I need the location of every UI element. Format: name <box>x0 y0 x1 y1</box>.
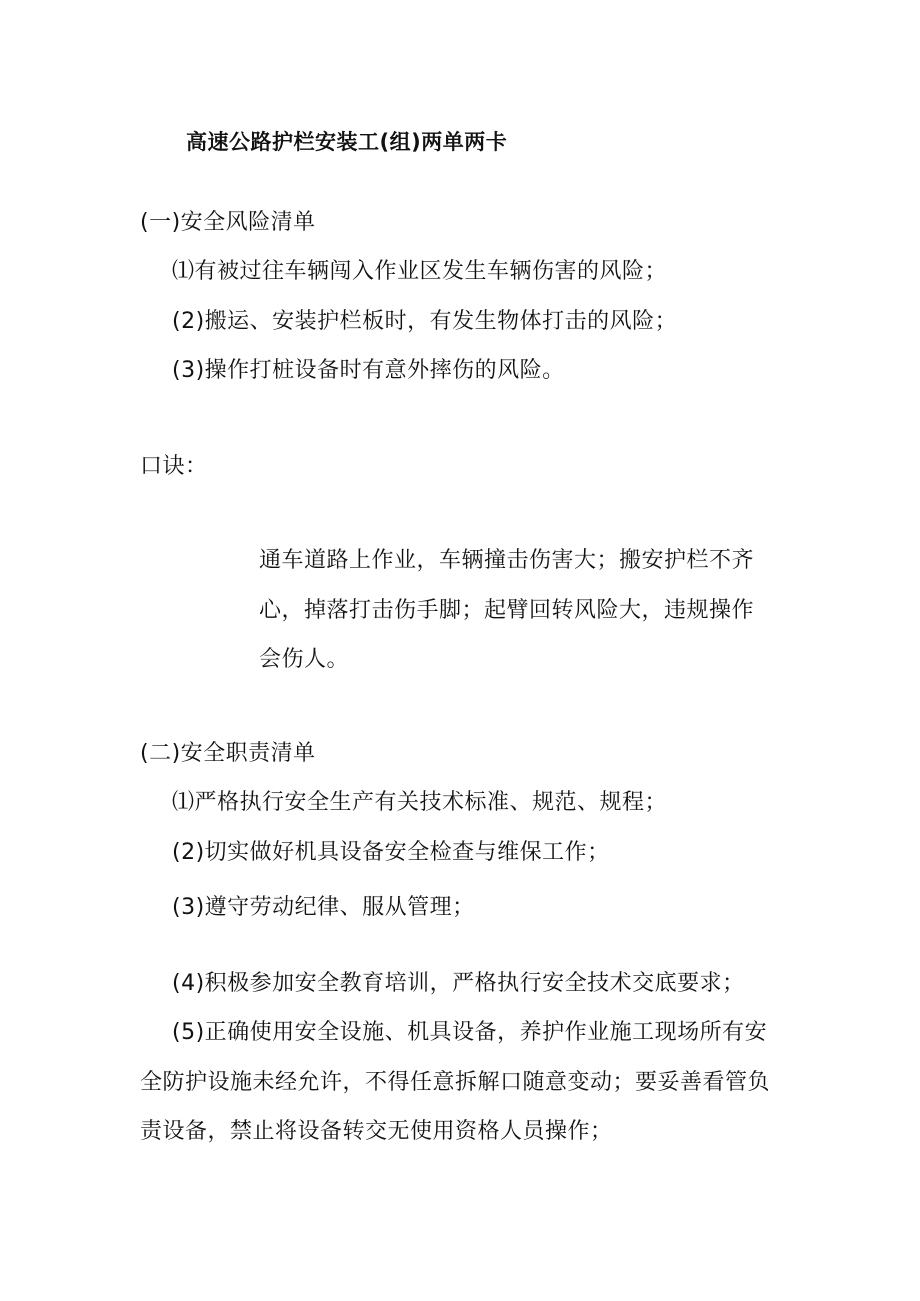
section2-heading: (二)安全职责清单 <box>140 741 316 766</box>
duty-item-5-line: 全防护设施未经允许，不得任意拆解口随意变动；要妥善看管负 <box>140 1070 771 1095</box>
duty-item: (4)积极参加安全教育培训，严格执行安全技术交底要求； <box>172 971 745 996</box>
risk-item: (3)操作打桩设备时有意外摔伤的风险。 <box>172 358 565 383</box>
mnemonic-line: 心，掉落打击伤手脚；起臂回转风险大，违规操作 <box>259 598 755 623</box>
duty-item-5-line: 责设备，禁止将设备转交无使用资格人员操作； <box>140 1119 613 1144</box>
section1-heading: (一)安全风险清单 <box>140 210 316 235</box>
mnemonic-line: 会伤人。 <box>259 647 350 672</box>
duty-item: (2)切实做好机具设备安全检查与维保工作； <box>172 840 610 865</box>
risk-item: ⑴有被过往车辆闯入作业区发生车辆伤害的风险； <box>172 259 668 284</box>
duty-item-5-line: (5)正确使用安全设施、机具设备，养护作业施工现场所有安 <box>172 1020 768 1045</box>
mnemonic-line: 通车道路上作业，车辆撞击伤害大；搬安护栏不齐 <box>259 548 755 573</box>
document-title: 高速公路护栏安装工(组)两单两卡 <box>186 130 508 154</box>
risk-item: (2)搬运、安装护栏板时，有发生物体打击的风险； <box>172 309 678 334</box>
duty-item: (3)遵守劳动纪律、服从管理； <box>172 895 475 920</box>
duty-item: ⑴严格执行安全生产有关技术标准、规范、规程； <box>172 790 668 815</box>
mnemonic-label: 口诀： <box>140 454 208 479</box>
